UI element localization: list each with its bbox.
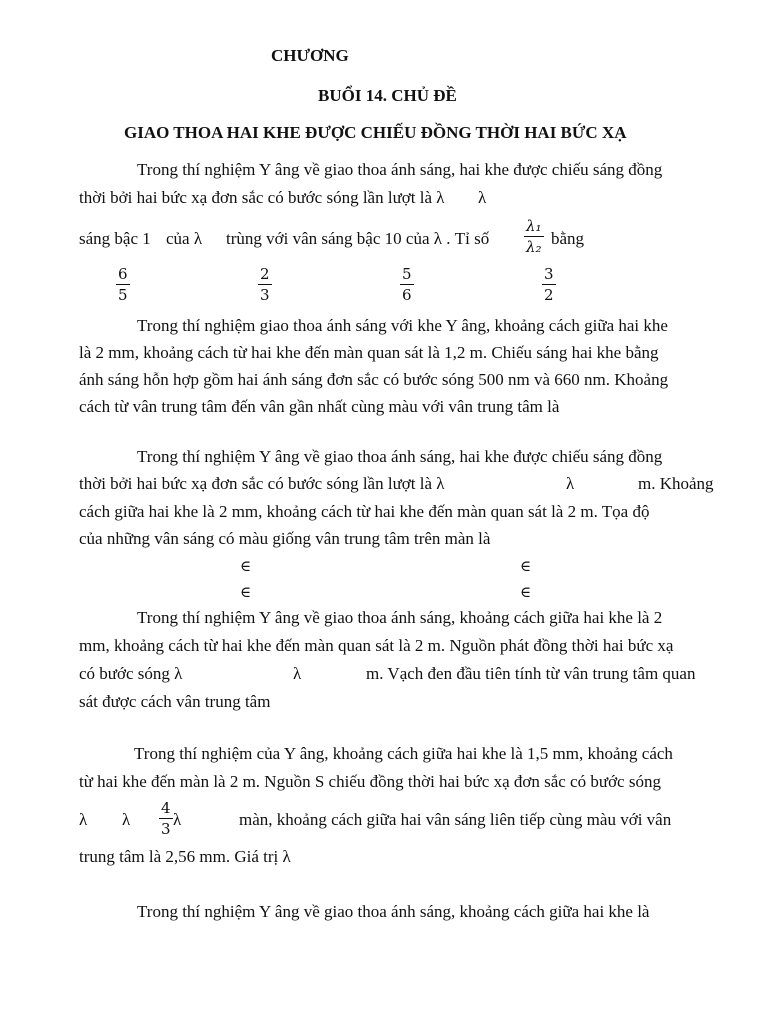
q4-line-3a: có bước sóng λ: [79, 664, 183, 683]
q5-fraction-denominator: 3: [161, 820, 171, 838]
q1-line-3d: bằng: [551, 229, 585, 248]
q5-line-3c: màn, khoảng cách giữa hai vân sáng liên tiếp cùng màu với vân: [239, 810, 672, 829]
q3-line-2b: λ: [566, 474, 575, 493]
q1-ratio-denominator: λ₂: [526, 238, 542, 256]
q1-option-c-num: 5: [402, 265, 412, 283]
q3-line-2a: thời bởi hai bức xạ đơn sắc có bước sóng lần lượt là λ: [79, 474, 445, 493]
q1-line-1: Trong thí nghiệm Y âng về giao thoa ánh sáng, hai khe được chiếu sáng đồng: [137, 160, 663, 179]
q4-line-3b: λ: [293, 664, 302, 683]
q3-element-of-symbol-3: ∈: [240, 583, 252, 601]
q5-fraction: [159, 800, 173, 837]
q4-line-4: sát được cách vân trung tâm: [79, 692, 271, 711]
q2-line-4: cách từ vân trung tâm đến vân gần nhất cùng màu với vân trung tâm là: [79, 397, 560, 416]
chapter-heading: CHƯƠNG: [271, 46, 349, 65]
q1-option-d: [542, 266, 556, 303]
q4-line-3c: m. Vạch đen đầu tiên tính từ vân trung tâm quan: [366, 664, 696, 683]
q1-lambda-2: λ: [478, 188, 487, 207]
q1-option-b-den: 3: [260, 286, 270, 304]
q1-line-2: thời bởi hai bức xạ đơn sắc có bước sóng lần lượt là λ: [79, 188, 445, 207]
q1-line-3a: sáng bậc 1: [79, 229, 151, 248]
q3-element-of-symbol-4: ∈: [520, 583, 532, 601]
q1-option-b-num: 2: [260, 265, 270, 283]
q1-option-d-num: 3: [544, 265, 554, 283]
session-heading: BUỔI 14. CHỦ ĐỀ: [318, 86, 457, 105]
q5-line-3a: λ: [79, 810, 88, 829]
q4-line-2: mm, khoảng cách từ hai khe đến màn quan sát là 2 m. Nguồn phát đồng thời hai bức xạ: [79, 636, 674, 655]
q1-ratio-numerator: λ₁: [526, 217, 542, 235]
topic-heading: GIAO THOA HAI KHE ĐƯỢC CHIẾU ĐỒNG THỜI HAI BỨC XẠ: [124, 123, 627, 142]
q2-line-1: Trong thí nghiệm giao thoa ánh sáng với khe Y âng, khoảng cách giữa hai khe: [137, 316, 668, 335]
q5-line-4: trung tâm là 2,56 mm. Giá trị λ: [79, 847, 291, 866]
q3-element-of-symbol-2: ∈: [520, 557, 532, 575]
q3-element-of-symbol-1: ∈: [240, 557, 252, 575]
q4-line-1: Trong thí nghiệm Y âng về giao thoa ánh sáng, khoảng cách giữa hai khe là 2: [137, 608, 663, 627]
q3-line-3: cách giữa hai khe là 2 mm, khoảng cách từ hai khe đến màn quan sát là 2 m. Tọa độ: [79, 502, 650, 521]
q5-line-1: Trong thí nghiệm của Y âng, khoảng cách giữa hai khe là 1,5 mm, khoảng cách: [134, 744, 673, 763]
q2-line-2: là 2 mm, khoảng cách từ hai khe đến màn quan sát là 1,2 m. Chiếu sáng hai khe bằng: [79, 343, 659, 362]
q5-fraction-numerator: 4: [161, 799, 171, 817]
q1-option-a-den: 5: [118, 286, 128, 304]
q1-option-b: [258, 266, 272, 303]
q5-fraction-lambda: λ: [173, 810, 182, 829]
q1-option-c-den: 6: [402, 286, 412, 304]
q3-line-4: của những vân sáng có màu giống vân trung tâm trên màn là: [79, 529, 491, 548]
q1-line-3c: trùng với vân sáng bậc 10 của λ . Tỉ số: [226, 229, 490, 248]
q1-option-a: [116, 266, 130, 303]
q1-option-a-num: 6: [118, 265, 128, 283]
q5-line-3b: λ: [122, 810, 131, 829]
q6-line-1: Trong thí nghiệm Y âng về giao thoa ánh sáng, khoảng cách giữa hai khe là: [137, 902, 650, 921]
q1-option-d-den: 2: [544, 286, 554, 304]
q2-line-3: ánh sáng hỗn hợp gồm hai ánh sáng đơn sắc có bước sóng 500 nm và 660 nm. Khoảng: [79, 370, 669, 389]
q3-line-2c: m. Khoảng: [638, 474, 714, 493]
q1-option-c: [400, 266, 414, 303]
q1-line-3b: của λ: [166, 229, 203, 248]
q3-line-1: Trong thí nghiệm Y âng về giao thoa ánh sáng, hai khe được chiếu sáng đồng: [137, 447, 663, 466]
q5-line-2: từ hai khe đến màn là 2 m. Nguồn S chiếu đồng thời hai bức xạ đơn sắc có bước sóng: [79, 772, 661, 791]
q1-ratio-fraction: [524, 218, 544, 255]
